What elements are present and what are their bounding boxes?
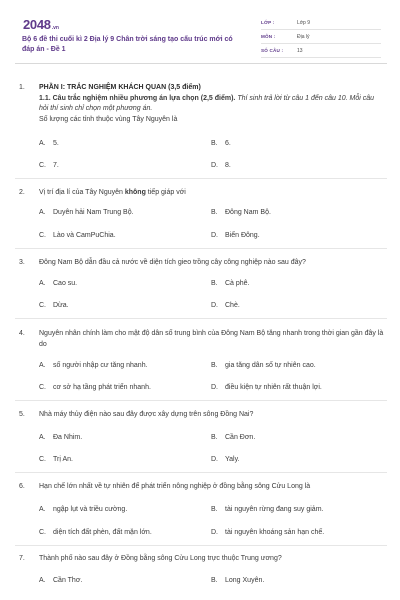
option-c[interactable] [39,232,116,239]
info-value: 13 [297,47,303,54]
question-number: 1. [19,84,25,91]
option-b[interactable] [211,434,255,441]
question-text: Nguyên nhân chính làm cho mật độ dân số trung bình của Đông Nam Bộ tăng nhanh trong thời gian gần đây là do [39,330,384,348]
document-title: Bộ 6 đề thi cuối kì 2 Địa lý 9 Chân trời sáng tạo cấu trúc mới có đáp án - Đề 1 [22,36,233,53]
option-text: 7. [53,162,59,169]
question-number: 6. [19,483,25,490]
option-letter: A. [39,434,46,441]
question-divider [15,545,387,546]
option-letter: C. [39,162,46,169]
question-text: Hạn chế lớn nhất về tự nhiên để phát triển nông nghiệp ở đồng bằng sông Cửu Long là [39,483,311,490]
logo-main-text: 2048 [23,17,51,32]
option-c[interactable] [39,302,69,309]
info-value: Địa lý [297,33,310,40]
option-b[interactable] [211,140,231,147]
section-title: PHẦN I: TRẮC NGHIỆM KHÁCH QUAN (3,5 điểm) [39,84,201,91]
option-letter: C. [39,529,46,536]
option-text: Cần Đơn. [225,434,256,441]
question-divider [15,248,387,249]
option-d[interactable] [211,302,240,309]
option-text: Long Xuyên. [225,577,265,584]
option-letter: C. [39,456,46,463]
option-letter: B. [211,280,218,287]
option-letter: A. [39,209,46,216]
question-text-emphasis: không [124,189,146,196]
option-text: Dừa. [53,302,69,309]
info-label: MÔN : [261,34,276,39]
option-a[interactable] [39,434,82,441]
option-a[interactable] [39,209,134,216]
option-text: Lào và CamPuChia. [53,232,116,239]
option-letter: A. [39,577,46,584]
option-letter: B. [211,577,218,584]
option-b[interactable] [211,362,316,369]
option-text: điều kiện tự nhiên rất thuận lợi. [225,384,322,391]
option-text: 5. [53,140,59,147]
question-text [39,188,384,199]
question-text-part: tiếp giáp với [145,189,186,196]
option-text: gia tăng dân số tự nhiên cao. [225,362,316,369]
option-text: Cần Thơ. [53,577,83,584]
question-number: 5. [19,411,25,418]
subsection-instruction: Thí sinh trả lời từ câu 1 đến câu 10. Mỗi câu hỏi thí sinh chỉ chọn một phương án. [39,94,375,112]
option-text: Yaly. [225,456,240,463]
option-text: tài nguyên rừng đang suy giảm. [225,506,324,513]
option-letter: D. [211,384,218,391]
info-label: SỐ CÂU : [261,48,284,53]
option-text: 6. [225,140,231,147]
option-text: Trị An. [53,456,73,463]
option-d[interactable] [211,384,322,391]
option-letter: C. [39,302,46,309]
option-a[interactable] [39,577,82,584]
option-letter: B. [211,506,218,513]
option-text: Chè. [225,302,240,309]
option-text: Duyên hải Nam Trung Bộ. [53,209,134,216]
option-letter: C. [39,384,46,391]
option-letter: A. [39,140,46,147]
option-text: 8. [225,162,231,169]
option-c[interactable] [39,162,59,169]
question-number: 7. [19,555,25,562]
option-c[interactable] [39,384,151,391]
info-label: LỚP : [261,20,275,25]
option-text: cơ sở hạ tầng phát triển nhanh. [53,384,151,391]
option-d[interactable] [211,456,240,463]
option-text: Đa Nhim. [53,434,83,441]
question-text: Số lượng các tỉnh thuộc vùng Tây Nguyên là [39,115,178,123]
option-text: tài nguyên khoáng sản hạn chế. [225,529,325,536]
option-letter: D. [211,162,218,169]
question-text: Nhà máy thủy điện nào sau đây được xây dựng trên sông Đồng Nai? [39,411,254,418]
option-letter: A. [39,362,46,369]
question-divider [15,400,387,401]
section-block [39,83,384,125]
option-b[interactable] [211,209,271,216]
option-text: ngập lụt và triều cường. [53,506,128,513]
option-letter: D. [211,302,218,309]
option-b[interactable] [211,577,264,584]
option-text: số người nhập cư tăng nhanh. [53,362,148,369]
question-divider [15,178,387,179]
option-text: Cà phê. [225,280,250,287]
option-text: Đông Nam Bộ. [225,209,271,216]
option-text: Cao su. [53,280,78,287]
option-a[interactable] [39,506,127,513]
option-b[interactable] [211,280,250,287]
option-letter: D. [211,232,218,239]
question-number: 4. [19,330,25,337]
option-letter: A. [39,280,46,287]
subsection-title: 1.1. Câu trắc nghiệm nhiều phương án lựa chọn (2,5 điểm). [39,94,236,102]
question-number: 2. [19,189,25,196]
option-text: diện tích đất phèn, đất mặn lớn. [53,529,152,536]
option-letter: D. [211,456,218,463]
option-d[interactable] [211,232,260,239]
option-b[interactable] [211,506,323,513]
question-text: Thành phố nào sau đây ở Đồng bằng sông Cửu Long trực thuộc Trung ương? [39,555,282,562]
logo-suffix-text: .vn [51,25,59,31]
option-letter: C. [39,232,46,239]
option-letter: B. [211,434,218,441]
option-a[interactable] [39,362,148,369]
option-letter: B. [211,209,218,216]
section-instruction [39,94,384,115]
option-a[interactable] [39,280,77,287]
option-a[interactable] [39,140,59,147]
question-text-part: Vị trí địa lí của Tây Nguyên [39,189,125,196]
option-letter: B. [211,362,218,369]
option-letter: A. [39,506,46,513]
option-c[interactable] [39,529,152,536]
option-letter: D. [211,529,218,536]
option-c[interactable] [39,456,73,463]
question-text: Đông Nam Bộ dẫn đầu cả nước về diện tích gieo trồng cây công nghiệp nào sau đây? [39,259,306,266]
info-value: Lớp 9 [297,19,311,26]
question-divider [15,318,387,319]
option-d[interactable] [211,162,231,169]
question-number: 3. [19,259,25,266]
option-text: Biển Đông. [225,232,260,239]
option-letter: B. [211,140,218,147]
option-d[interactable] [211,529,324,536]
question-divider [15,472,387,473]
